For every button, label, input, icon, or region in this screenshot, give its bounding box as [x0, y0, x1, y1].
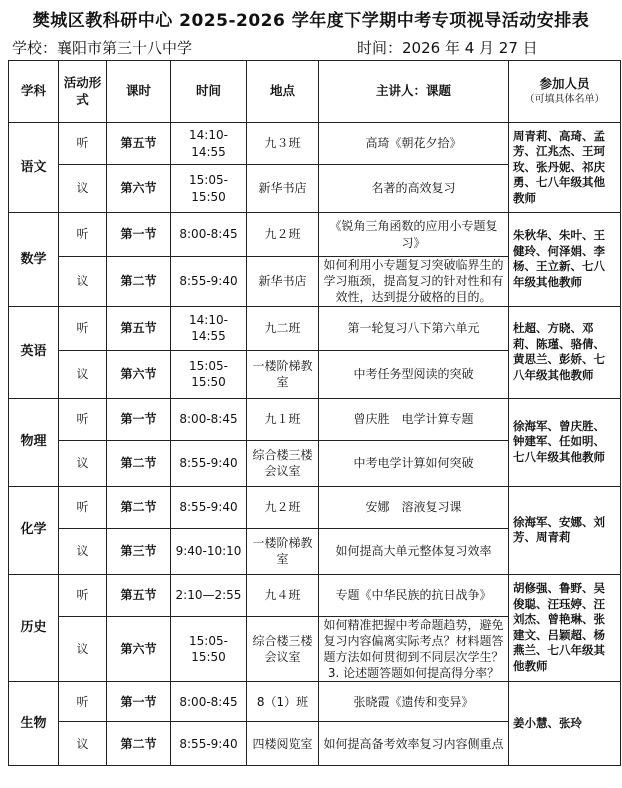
subject-cell: 物理 [9, 398, 59, 486]
header-time: 时间 [171, 61, 247, 123]
participants-cell: 徐海军、安娜、刘芳、周青莉 [509, 486, 621, 574]
header-participants-label: 参加人员 [539, 76, 590, 92]
place-cell: 8（1）班 [247, 682, 319, 722]
lesson-cell: 第一节 [107, 398, 171, 440]
place-cell: 新华书店 [247, 257, 319, 307]
form-cell: 议 [59, 616, 107, 682]
lesson-cell: 第六节 [107, 350, 171, 398]
topic-cell: 高琦《朝花夕拾》 [319, 123, 509, 165]
time-cell: 8:00-8:45 [171, 213, 247, 257]
lesson-cell: 第五节 [107, 574, 171, 616]
topic-cell: 专题《中华民族的抗日战争》 [319, 574, 509, 616]
form-cell: 议 [59, 350, 107, 398]
topic-cell: 张晓霞《遗传和变异》 [319, 682, 509, 722]
form-cell: 听 [59, 306, 107, 350]
topic-cell: 曾庆胜 电学计算专题 [319, 398, 509, 440]
form-cell: 议 [59, 165, 107, 213]
topic-cell: 如何精准把握中考命题趋势，避免复习内容偏离实际考点？材料题答题方法如何贯彻到不同层次学生？3. 论述题答题如何提高得分率？ [319, 616, 509, 682]
schedule-table [8, 60, 621, 766]
participants-cell: 胡修强、鲁野、吴俊聪、汪珏婷、汪刘杰、曾艳琳、张建文、吕颖超、杨燕兰、七八年级其他教师 [509, 574, 621, 682]
header-place: 地点 [247, 61, 319, 123]
place-cell: 九二班 [247, 306, 319, 350]
place-cell: 九３班 [247, 123, 319, 165]
lesson-cell: 第五节 [107, 123, 171, 165]
table-row [9, 123, 621, 165]
place-cell: 四楼阅览室 [247, 722, 319, 766]
page-title: 樊城区教科研中心 2025-2026 学年度下学期中考专项视导活动安排表 [32, 11, 590, 31]
lesson-cell: 第五节 [107, 306, 171, 350]
subject-cell: 语文 [9, 123, 59, 213]
participants-cell: 杜超、方晓、邓莉、陈瑾、骆倩、黄思兰、彭娇、七八年级其他教师 [509, 306, 621, 398]
subject-cell: 数学 [9, 213, 59, 307]
place-cell: 九１班 [247, 398, 319, 440]
header-lesson: 课时 [107, 61, 171, 123]
lesson-cell: 第一节 [107, 213, 171, 257]
place-cell: 一楼阶梯教室 [247, 350, 319, 398]
time-cell: 8:55-9:40 [171, 486, 247, 528]
place-cell: 综合楼三楼会议室 [247, 616, 319, 682]
time-cell: 15:05-15:50 [171, 350, 247, 398]
topic-cell: 中考电学计算如何突破 [319, 440, 509, 486]
table-row [9, 574, 621, 616]
topic-cell: 名著的高效复习 [319, 165, 509, 213]
participants-cell: 徐海军、曾庆胜、钟建军、任如明、七八年级其他教师 [509, 398, 621, 486]
subject-cell: 化学 [9, 486, 59, 574]
table-row [9, 682, 621, 722]
time-cell: 2:10—2:55 [171, 574, 247, 616]
table-row [9, 306, 621, 350]
topic-cell: 第一轮复习八下第六单元 [319, 306, 509, 350]
form-cell: 议 [59, 722, 107, 766]
lesson-cell: 第六节 [107, 616, 171, 682]
lesson-cell: 第六节 [107, 165, 171, 213]
form-cell: 听 [59, 682, 107, 722]
participants-cell: 姜小慧、张玲 [509, 682, 621, 766]
topic-cell: 如何提高大单元整体复习效率 [319, 528, 509, 574]
form-cell: 议 [59, 440, 107, 486]
topic-cell: 《锐角三角函数的应用小专题复习》 [319, 213, 509, 257]
date-label: 时间：2026 年 4 月 27 日 [357, 39, 538, 57]
place-cell: 一楼阶梯教室 [247, 528, 319, 574]
subject-cell: 历史 [9, 574, 59, 682]
header-participants [509, 61, 621, 123]
place-cell: 综合楼三楼会议室 [247, 440, 319, 486]
school-label: 学校：襄阳市第三十八中学 [12, 39, 193, 57]
time-cell: 14:10-14:55 [171, 306, 247, 350]
time-cell: 8:55-9:40 [171, 257, 247, 307]
subject-cell: 生物 [9, 682, 59, 766]
header-subject: 学科 [9, 61, 59, 123]
topic-cell: 安娜 溶液复习课 [319, 486, 509, 528]
table-row [9, 213, 621, 257]
lesson-cell: 第一节 [107, 682, 171, 722]
form-cell: 听 [59, 574, 107, 616]
form-cell: 议 [59, 257, 107, 307]
participants-cell: 周青莉、高琦、孟芳、江兆杰、王珂玫、张丹妮、祁庆勇、七八年级其他教师 [509, 123, 621, 213]
lesson-cell: 第二节 [107, 722, 171, 766]
table-row [9, 398, 621, 440]
place-cell: 九２班 [247, 486, 319, 528]
table-row [9, 486, 621, 528]
place-cell: 新华书店 [247, 165, 319, 213]
form-cell: 议 [59, 528, 107, 574]
header-participants-hint: （可填具体名单） [524, 94, 605, 106]
form-cell: 听 [59, 213, 107, 257]
form-cell: 听 [59, 398, 107, 440]
lesson-cell: 第三节 [107, 528, 171, 574]
time-cell: 15:05-15:50 [171, 616, 247, 682]
topic-cell: 如何提高备考效率复习内容侧重点 [319, 722, 509, 766]
place-cell: 九４班 [247, 574, 319, 616]
form-cell: 听 [59, 123, 107, 165]
time-cell: 14:10-14:55 [171, 123, 247, 165]
topic-cell: 中考任务型阅读的突破 [319, 350, 509, 398]
time-cell: 8:55-9:40 [171, 440, 247, 486]
lesson-cell: 第二节 [107, 440, 171, 486]
header-form: 活动形式 [59, 61, 107, 123]
participants-cell: 朱秋华、朱叶、王健玲、何泽娟、李杨、王立新、七八年级其他教师 [509, 213, 621, 307]
time-cell: 8:00-8:45 [171, 398, 247, 440]
time-cell: 9:40-10:10 [171, 528, 247, 574]
form-cell: 听 [59, 486, 107, 528]
time-cell: 8:00-8:45 [171, 682, 247, 722]
topic-cell: 如何利用小专题复习突破临界生的学习瓶颈，提高复习的针对性和有效性，达到提分破格的目的。 [319, 257, 509, 307]
lesson-cell: 第二节 [107, 257, 171, 307]
header-topic: 主讲人：课题 [319, 61, 509, 123]
lesson-cell: 第二节 [107, 486, 171, 528]
time-cell: 8:55-9:40 [171, 722, 247, 766]
time-cell: 15:05-15:50 [171, 165, 247, 213]
subject-cell: 英语 [9, 306, 59, 398]
place-cell: 九２班 [247, 213, 319, 257]
